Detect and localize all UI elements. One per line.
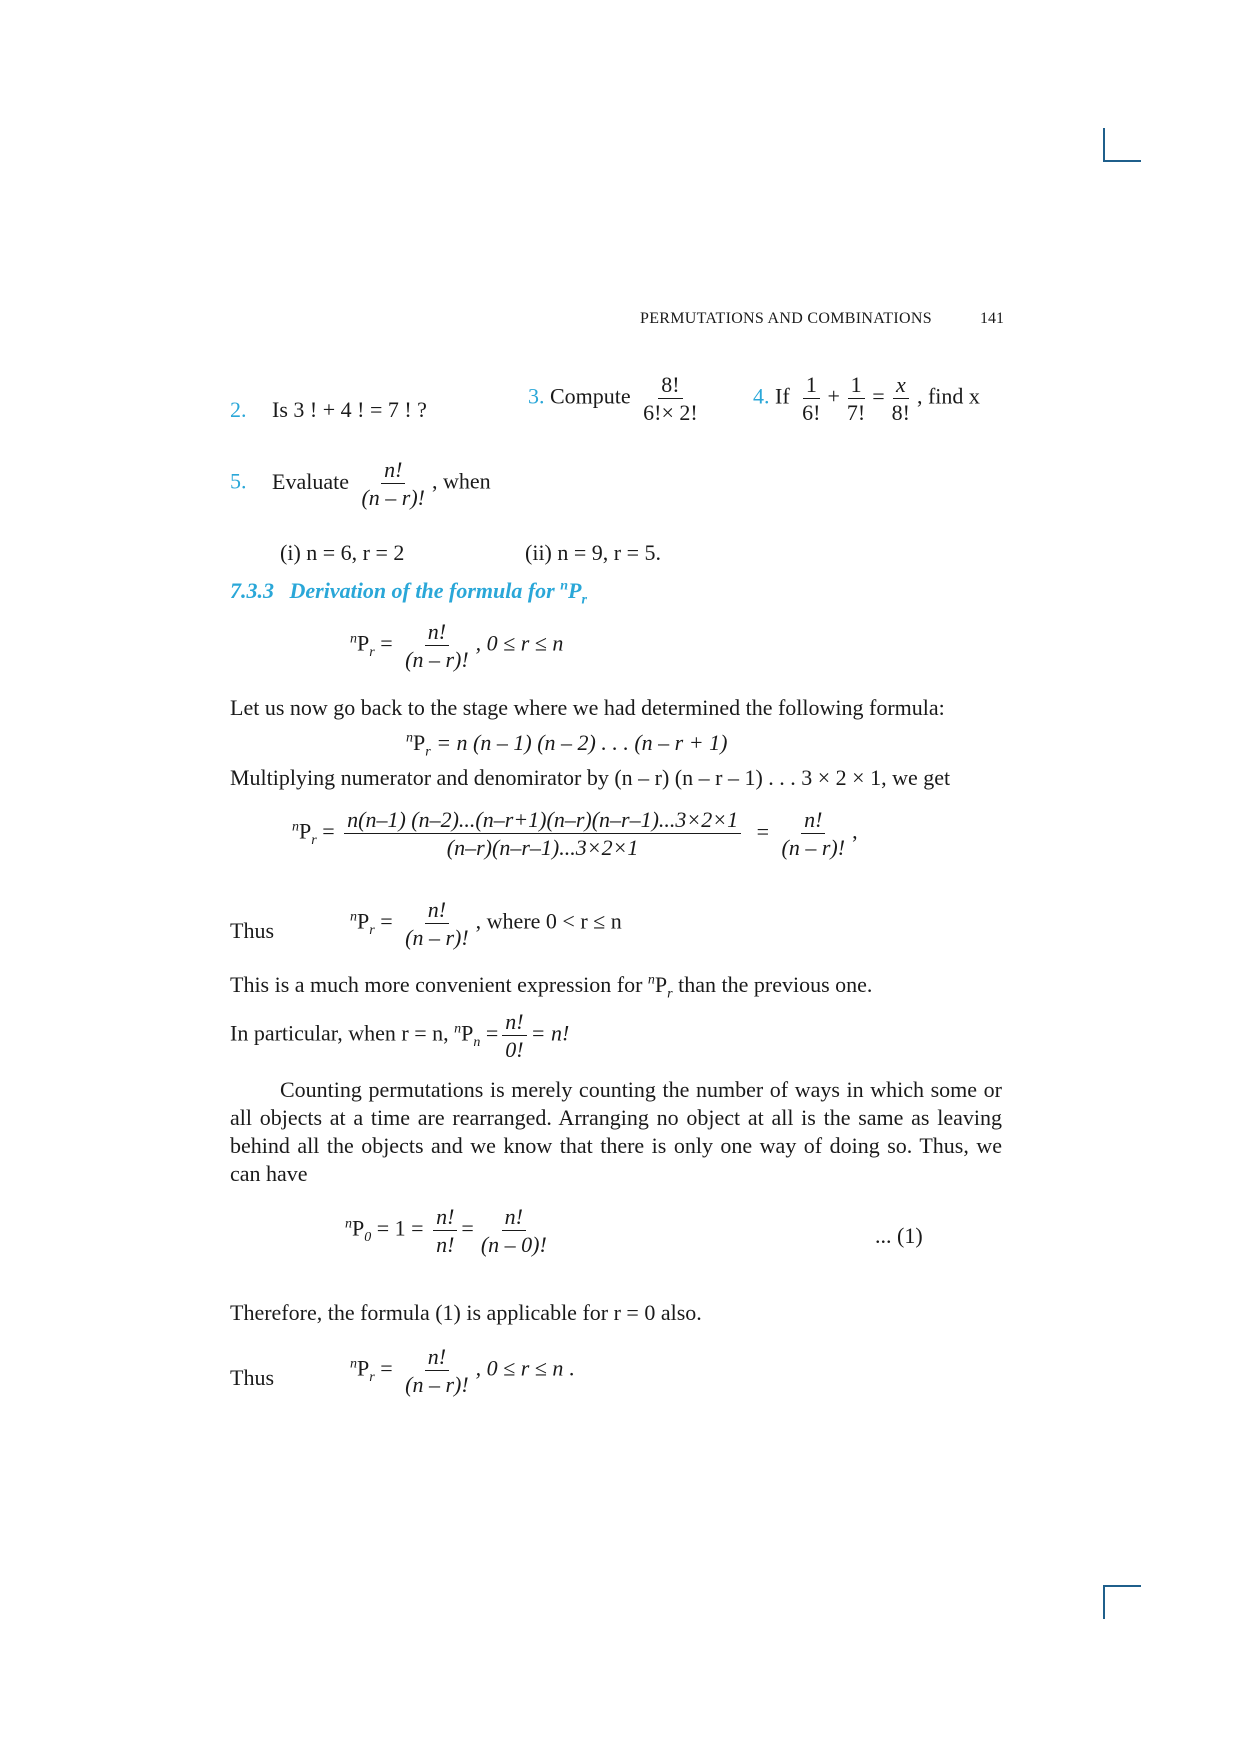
running-header xyxy=(640,310,932,328)
f5-fraction-1 xyxy=(433,1205,457,1256)
q5-fraction xyxy=(358,458,428,509)
crop-mark-top xyxy=(1103,128,1141,162)
f6-end: . xyxy=(568,1355,575,1381)
q3-fraction xyxy=(640,373,701,424)
q2-text: Is 3 ! + 4 ! = 7 ! ? xyxy=(272,397,427,422)
f6-numerator: n! xyxy=(425,1345,449,1371)
paragraph-1: Let us now go back to the stage where we had determined the following formula: xyxy=(230,695,945,720)
f2-sub: r xyxy=(425,744,431,760)
formula-6-thus: Thus xyxy=(230,1365,274,1390)
q5-case-1: (i) n = 6, r = 2 xyxy=(280,540,405,565)
p4-equals: = xyxy=(485,1020,499,1046)
question-2 xyxy=(230,397,427,423)
f1-symbol: P xyxy=(357,630,370,656)
q4-tail: , find x xyxy=(916,383,980,409)
question-3 xyxy=(528,373,705,424)
f5-equals: = 1 = xyxy=(376,1215,424,1241)
f2-symbol: P xyxy=(413,730,426,755)
section-symbol: P xyxy=(568,578,582,603)
section-number: 7.3.3 xyxy=(230,578,274,603)
question-4 xyxy=(753,373,980,424)
f5-numerator-2: n! xyxy=(502,1205,526,1231)
f3-denominator-2: (n – r)! xyxy=(781,835,846,861)
q4-number: 4. xyxy=(753,383,770,409)
p3-tail: than the previous one. xyxy=(672,972,873,997)
f1-condition: , 0 ≤ r ≤ n xyxy=(475,630,564,656)
f1-fraction xyxy=(402,620,472,671)
paragraph-2: Multiplying numerator and denomirator by (n – r) (n – r – 1) . . . 3 × 2 × 1, we get xyxy=(230,765,951,790)
f4-equals: = xyxy=(380,908,393,934)
q4-fraction-c xyxy=(889,373,913,424)
f5-symbol: P xyxy=(352,1215,365,1241)
f4-sup: n xyxy=(350,909,357,925)
p4-tail: = n! xyxy=(530,1020,570,1046)
f4-condition: , where 0 < r ≤ n xyxy=(475,908,622,934)
f5-fraction-2 xyxy=(478,1205,550,1256)
f2-sup: n xyxy=(406,730,413,746)
q4-fraction-b xyxy=(844,373,868,424)
f4-sub: r xyxy=(369,923,375,939)
f1-numerator: n! xyxy=(425,620,449,646)
q5-numerator: n! xyxy=(381,458,405,484)
q4-a-numerator: 1 xyxy=(803,373,820,399)
formula-6 xyxy=(350,1345,574,1396)
q4-equals: = xyxy=(872,383,885,409)
f6-sub: r xyxy=(369,1370,375,1386)
formula-5 xyxy=(345,1205,554,1256)
f5-denominator-2: (n – 0)! xyxy=(480,1232,547,1258)
q4-fraction-a xyxy=(799,373,823,424)
formula-2 xyxy=(406,730,727,760)
p4-denominator: 0! xyxy=(505,1037,524,1063)
f1-denominator: (n – r)! xyxy=(405,647,469,673)
f3-numerator-2: n! xyxy=(801,808,825,834)
q4-plus: + xyxy=(827,383,840,409)
paragraph-6: Therefore, the formula (1) is applicable for r = 0 also. xyxy=(230,1300,702,1325)
f5-equals-2: = xyxy=(461,1215,474,1241)
q4-c-numerator: x xyxy=(893,373,909,399)
p4-sup: n xyxy=(454,1021,462,1037)
f6-equals: = xyxy=(380,1355,393,1381)
f6-sup: n xyxy=(350,1356,357,1372)
formula-3 xyxy=(292,808,858,859)
q3-label: Compute xyxy=(550,383,631,409)
f5-sub: 0 xyxy=(364,1230,372,1246)
f4-symbol: P xyxy=(357,908,370,934)
q5-label: Evaluate xyxy=(272,468,349,494)
p4-numerator: n! xyxy=(502,1010,526,1036)
f4-fraction xyxy=(402,898,472,949)
f5-numerator-1: n! xyxy=(433,1205,457,1231)
q4-label: If xyxy=(775,383,790,409)
paragraph-5: Counting permutations is merely counting the number of ways in which some or all objects at a time are rearranged. Arranging no object at all is the same as leaving behind all the objects and we know that there is only one way of doing so. Thus, we can have xyxy=(230,1077,1002,1186)
f3-equals: = xyxy=(322,818,335,844)
f3-symbol: P xyxy=(299,818,312,844)
f6-fraction xyxy=(402,1345,472,1396)
p3-sup: n xyxy=(647,972,655,988)
f3-sup: n xyxy=(292,819,299,835)
p4-sub: n xyxy=(473,1035,481,1051)
p3-sub: r xyxy=(667,986,673,1002)
q5-case-2: (ii) n = 9, r = 5. xyxy=(525,540,662,565)
f1-equals: = xyxy=(380,630,393,656)
paragraph-4 xyxy=(230,1010,569,1061)
f4-denominator: (n – r)! xyxy=(405,925,469,951)
section-title: Derivation of the formula for xyxy=(289,578,561,603)
f3-fraction-2 xyxy=(779,808,849,859)
p4-text: In particular, when r = n, xyxy=(230,1020,449,1046)
p3-symbol: P xyxy=(654,972,668,997)
formula-5-reference: ... (1) xyxy=(875,1223,923,1248)
q3-numerator: 8! xyxy=(658,373,682,399)
section-heading xyxy=(230,578,587,608)
p4-fraction xyxy=(502,1010,526,1061)
f2-rhs: = n (n – 1) (n – 2) . . . (n – r + 1) xyxy=(436,730,728,755)
f1-sup: n xyxy=(350,631,357,647)
formula-4 xyxy=(350,898,622,949)
crop-mark-bottom xyxy=(1103,1585,1141,1619)
f5-denominator-1: n! xyxy=(436,1232,455,1258)
page-number: 141 xyxy=(980,310,1004,327)
p3-text: This is a much more convenient expression for xyxy=(230,972,648,997)
q5-denominator: (n – r)! xyxy=(361,485,426,511)
f5-sup: n xyxy=(345,1216,352,1232)
f3-tail: , xyxy=(852,818,858,844)
question-5 xyxy=(230,458,491,509)
q4-b-numerator: 1 xyxy=(848,373,865,399)
q4-c-denominator: 8! xyxy=(891,400,910,426)
p4-symbol: P xyxy=(461,1020,474,1046)
q4-a-denominator: 6! xyxy=(802,400,821,426)
f3-equals-2: = xyxy=(756,818,770,844)
q3-number: 3. xyxy=(528,383,545,409)
q5-tail: , when xyxy=(432,468,491,494)
section-sup: n xyxy=(560,578,569,594)
q5-number: 5. xyxy=(230,468,247,494)
f3-fraction xyxy=(344,808,741,859)
f3-sub: r xyxy=(311,833,317,849)
f4-numerator: n! xyxy=(425,898,449,924)
f3-numerator: n(n–1) (n–2)...(n–r+1)(n–r)(n–r–1)...3×2×1 xyxy=(344,808,741,834)
q2-number: 2. xyxy=(230,397,247,422)
paragraph-3 xyxy=(230,972,872,1002)
q4-b-denominator: 7! xyxy=(846,400,866,426)
f6-symbol: P xyxy=(357,1355,370,1381)
header-title: PERMUTATIONS AND COMBINATIONS xyxy=(640,310,932,327)
formula-4-thus: Thus xyxy=(230,918,274,943)
f1-sub: r xyxy=(369,645,375,661)
f3-denominator: (n–r)(n–r–1)...3×2×1 xyxy=(446,835,639,861)
q3-denominator: 6!× 2! xyxy=(643,400,698,426)
formula-1 xyxy=(350,620,563,671)
f6-denominator: (n – r)! xyxy=(405,1372,469,1398)
section-sub: r xyxy=(581,592,587,608)
f6-condition: , 0 ≤ r ≤ n xyxy=(475,1355,564,1381)
